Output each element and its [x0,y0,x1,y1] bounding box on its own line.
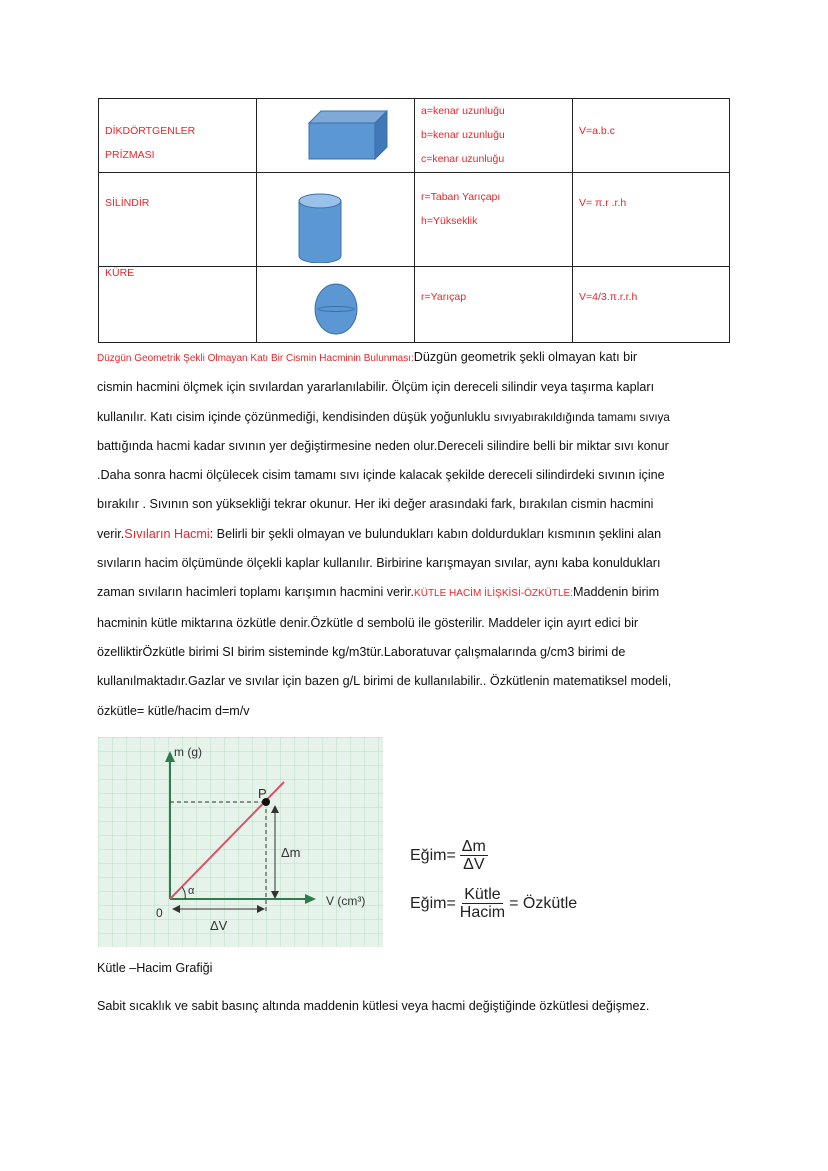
delta-m-label: Δm [281,845,301,860]
text: kullanılır. Katı cisim içinde çözünmediği, kendisinden düşük yoğunluklu [97,409,494,424]
text-line: cismin hacmini ölçmek için sıvılardan yararlanılabilir. Ölçüm için dereceli silindir veya taşırma kapları [97,380,655,395]
shape-name-cell [99,99,257,173]
conclusion-text: Sabit sıcaklık ve sabit basınç altında maddenin kütlesi veya hacmi değiştiğinde özkütlesi değişmez. [97,999,650,1013]
table-row [99,267,730,343]
shape-name: KÜRE [105,267,135,279]
denominator: Hacim [459,904,506,921]
rectangular-prism-icon [263,99,403,169]
variable: r=Taban Yarıçapı [421,191,501,203]
section-heading: Sıvıların Hacmi [124,526,210,541]
shape-name: SİLİNDİR [105,197,150,209]
formula: V=4/3.π.r.r.h [579,291,638,303]
section-heading: Düzgün Geometrik Şekli Olmayan Katı Bir Cismin Hacminin Bulunması: [97,353,414,364]
shape-image-cell [257,267,415,343]
shape-name: DİKDÖRTGENLER [105,125,196,137]
formula-cell [573,173,730,267]
equation-lhs: Eğim= [410,894,456,912]
variable: r=Yarıçap [421,291,467,303]
formula-cell [573,99,730,173]
variable: b=kenar uzunluğu [421,129,505,141]
formula-cell [573,267,730,343]
density-equation [410,886,577,921]
text-line: .Daha sonra hacmi ölçülecek cisim tamamı sıvı içinde kalacak şekilde dereceli silindirdeki sıvının içine [97,468,665,483]
shape-name-cell [99,267,257,343]
grid-background [98,737,383,947]
text-line: sıvıların hacim ölçümünde ölçekli kaplar kullanılır. Birbirine karışmayan sıvılar, aynı kaba konuldukları [97,556,661,571]
slope-equation [410,838,492,873]
text: : Belirli bir şekli olmayan ve bulundukları kabın doldurdukları kısmının şeklini alan [209,526,662,541]
table-row [99,173,730,267]
text: sıvıyabırakıldığında tamamı sıvıya [493,410,670,424]
text-line: bırakılır . Sıvının son yüksekliği tekrar okunur. Her iki değer arasındaki fark, bırakılan cismin hacmini [97,497,654,512]
variables-cell [415,99,573,173]
equation-rhs: = Özkütle [509,894,578,912]
variable: a=kenar uzunluğu [421,105,505,117]
shape-name-cell [99,173,257,267]
text: zaman sıvıların hacimleri toplamı karışımın hacmini verir. [97,585,415,600]
origin-label: 0 [156,906,163,920]
delta-v-label: ΔV [210,918,228,933]
text-line: özkütle= kütle/hacim d=m/v [97,703,250,718]
point-label: P [258,786,267,801]
text: Maddenin birim [572,585,660,600]
shape-name: PRİZMASI [105,149,155,161]
y-axis-label: m (g) [174,745,202,759]
text: verir. [97,526,125,541]
formula: V=a.b.c [579,125,615,137]
text-line: hacminin kütle miktarına özkütle denir.Özkütle d sembolü ile gösterilir. Maddeler için ayırt edici bir [97,615,639,630]
angle-label: α [188,885,195,897]
shape-image-cell [257,99,415,173]
text-line: battığında hacmi kadar sıvının yer değiştirmesine neden olur.Dereceli silindire belli bir miktar sıvı konur [97,438,669,453]
text: Düzgün geometrik şekli olmayan katı bir [413,350,638,364]
shape-image-cell [257,173,415,267]
text-line: kullanılmaktadır.Gazlar ve sıvılar için bazen g/L birimi de kullanılabilir.. Özkütlenin matematiksel modeli, [97,674,672,689]
numerator: Kütle [464,886,501,903]
variable: h=Yükseklik [421,215,478,227]
variables-cell [415,173,573,267]
equation-lhs: Eğim= [410,846,456,864]
sphere-icon [263,267,403,339]
formula: V= π.r .r.h [579,197,627,209]
figure-caption: Kütle –Hacim Grafiği [97,961,213,975]
x-axis-label: V (cm³) [326,894,366,908]
denominator: ΔV [463,856,485,873]
body-paragraph [97,343,671,726]
table-row [99,99,730,173]
numerator: Δm [461,838,486,855]
text-line: özelliktirÖzkütle birimi SI birim sisteminde kg/m3tür.Laboratuvar çalışmalarında g/cm3 birimi de [97,644,626,659]
section-heading: KÜTLE HACİM İLİŞKİSİ-ÖZKÜTLE: [414,588,573,600]
volume-formulas-table [98,98,730,343]
mass-volume-graph [98,737,383,947]
variables-cell [415,267,573,343]
cylinder-icon [263,173,403,263]
variable: c=kenar uzunluğu [421,153,505,165]
